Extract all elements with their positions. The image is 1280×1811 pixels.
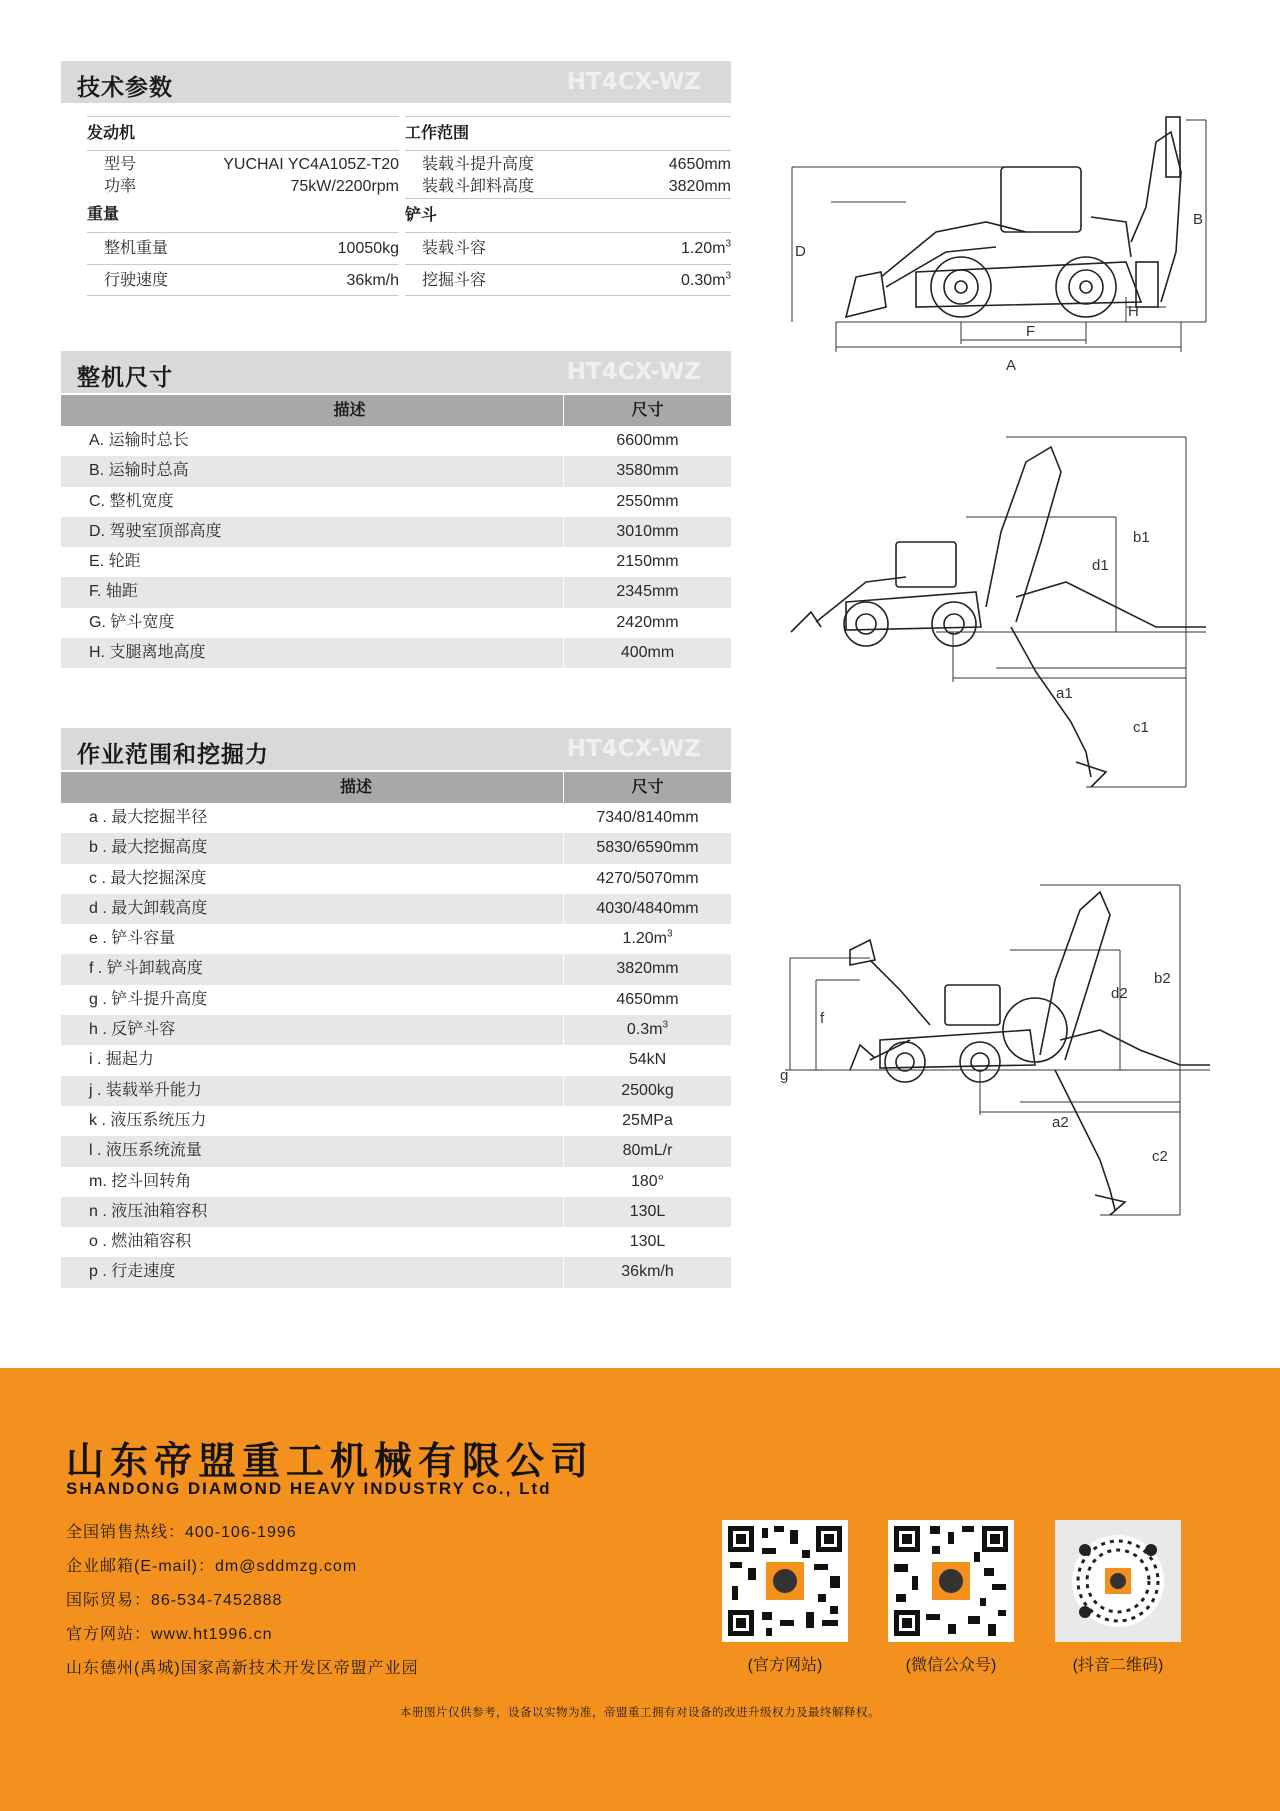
spec-value: 3820mm (668, 178, 731, 195)
diagram-label: B (1193, 211, 1204, 228)
row-value: 130L (629, 1202, 666, 1220)
row-description: g . 铲斗提升高度 (61, 985, 564, 1015)
table-row (61, 1136, 731, 1166)
spec-label: 挖掘斗容 (422, 272, 487, 289)
dims-section-model: HT4CX-WZ (566, 359, 701, 385)
table-row (61, 638, 731, 668)
spec-value: 36km/h (346, 272, 399, 289)
row-description: k . 液压系统压力 (61, 1106, 564, 1136)
spec-label: 整机重量 (104, 240, 169, 257)
contact-trade: 国际贸易：86-534-7452888 (66, 1592, 283, 1609)
table-row (61, 833, 731, 863)
row-description: D. 驾驶室顶部高度 (61, 517, 564, 547)
work-table (61, 772, 731, 1288)
work-table-body (61, 803, 731, 1288)
spec-value: 75kW/2200rpm (290, 178, 399, 195)
table-row (61, 1076, 731, 1106)
spec-label: 功率 (104, 178, 137, 195)
dims-section-header (61, 351, 731, 393)
row-value: 4030/4840mm (596, 899, 699, 917)
table-row (61, 864, 731, 894)
contact-email[interactable]: 企业邮箱(E-mail)：dm@sddmzg.com (66, 1558, 358, 1575)
qr-code-website[interactable] (722, 1520, 848, 1642)
work-section-header (61, 728, 731, 770)
row-description: i . 掘起力 (61, 1045, 564, 1075)
row-description: n . 液压油箱容积 (61, 1197, 564, 1227)
row-description: m. 挖斗回转角 (61, 1167, 564, 1197)
spec-row (87, 232, 399, 264)
row-description: j . 装载举升能力 (61, 1076, 564, 1106)
spec-weight-title: 重量 (87, 206, 120, 223)
company-name-en: SHANDONG DIAMOND HEAVY INDUSTRY Co., Ltd (66, 1479, 552, 1498)
table-row (61, 803, 731, 833)
row-value: $1.20m^3$ (622, 928, 673, 948)
diagram-label: H (1128, 303, 1139, 320)
table-row (61, 894, 731, 924)
diagram-label: c2 (1152, 1148, 1168, 1165)
row-description: l . 液压系统流量 (61, 1136, 564, 1166)
spec-row (87, 150, 399, 175)
row-description: a . 最大挖掘半径 (61, 803, 564, 833)
row-value: 3580mm (616, 462, 679, 480)
work-header-size: 尺寸 (631, 779, 664, 796)
spec-label: 行驶速度 (104, 272, 169, 289)
spec-row (405, 175, 731, 198)
digging-range-diagram-2 (780, 880, 1236, 1220)
row-description: e . 铲斗容量 (61, 924, 564, 954)
table-row (61, 547, 731, 577)
row-value: 3010mm (616, 522, 679, 540)
diagram-label: c1 (1133, 719, 1149, 736)
spec-value: 10050kg (337, 240, 399, 257)
diagram-label: d1 (1092, 557, 1109, 574)
diagram-label: b2 (1154, 970, 1171, 987)
row-value: 5830/6590mm (596, 839, 699, 857)
spec-right-column (405, 116, 731, 296)
company-footer (0, 1368, 1280, 1811)
row-value: 130L (629, 1233, 666, 1251)
row-description: d . 最大卸载高度 (61, 894, 564, 924)
qr-label-douyin: (抖音二维码) (1072, 1657, 1164, 1674)
dims-table-body (61, 426, 731, 668)
row-description: G. 铲斗宽度 (61, 608, 564, 638)
spec-value: YUCHAI YC4A105Z-T20 (223, 156, 399, 173)
row-value: 400mm (620, 644, 675, 662)
dims-table (61, 395, 731, 668)
diagram-label: A (1006, 357, 1017, 372)
work-table-header (61, 772, 731, 803)
spec-row (405, 232, 731, 264)
spec-left-column (87, 116, 399, 296)
row-description: o . 燃油箱容积 (61, 1227, 564, 1257)
row-value: $0.3m^3$ (626, 1019, 669, 1039)
row-value: 36km/h (621, 1263, 674, 1281)
work-section-title: 作业范围和挖掘力 (77, 741, 269, 767)
qr-code-wechat[interactable] (888, 1520, 1014, 1642)
diagram-label: g (780, 1067, 789, 1084)
transport-dimension-diagram (786, 112, 1236, 372)
row-value: 2345mm (616, 583, 679, 601)
diagram-label: b1 (1133, 529, 1150, 546)
row-value: 4270/5070mm (596, 869, 699, 887)
table-row (61, 577, 731, 607)
row-value: 80mL/r (622, 1142, 673, 1160)
work-header-desc: 描述 (61, 772, 564, 803)
row-description: h . 反铲斗容 (61, 1015, 564, 1045)
tech-section-model: HT4CX-WZ (566, 69, 701, 95)
spec-value: $0.30m^3$ (680, 270, 731, 289)
spec-row (87, 175, 399, 198)
table-row (61, 1227, 731, 1257)
diagram-label: a2 (1052, 1114, 1069, 1131)
diagram-label: f (820, 1010, 825, 1027)
spec-value: $1.20m^3$ (680, 238, 731, 257)
table-row (61, 487, 731, 517)
row-value: 2420mm (616, 613, 679, 631)
contact-hotline: 全国销售热线：400-106-1996 (66, 1524, 297, 1541)
digging-range-diagram-1 (786, 432, 1236, 792)
row-value: 6600mm (616, 432, 679, 449)
diagram-label: d2 (1111, 985, 1128, 1002)
table-row (61, 954, 731, 984)
row-value: 2550mm (616, 492, 679, 510)
table-row (61, 1197, 731, 1227)
table-row (61, 1257, 731, 1287)
spec-range-title: 工作范围 (405, 116, 731, 150)
table-row (61, 1167, 731, 1197)
diagram-label: D (795, 243, 806, 260)
spec-label: 装载斗提升高度 (422, 156, 535, 173)
table-row (61, 924, 731, 954)
table-row (61, 426, 731, 456)
work-section-model: HT4CX-WZ (566, 736, 701, 762)
row-value: 54kN (628, 1051, 667, 1069)
dims-header-desc: 描述 (61, 395, 564, 426)
row-description: E. 轮距 (61, 547, 564, 577)
spec-label: 装载斗卸料高度 (422, 178, 535, 195)
spec-row (87, 264, 399, 296)
company-name-cn: 山东帝盟重工机械有限公司 (66, 1441, 595, 1483)
qr-label-wechat: (微信公众号) (905, 1657, 997, 1674)
diagram-label: a1 (1056, 685, 1073, 702)
row-value: 2500kg (621, 1081, 674, 1099)
table-row (61, 985, 731, 1015)
row-value: 4650mm (616, 990, 679, 1008)
diagram-label: F (1026, 323, 1036, 340)
table-row (61, 1015, 731, 1045)
qr-label-website: (官方网站) (747, 1657, 823, 1674)
spec-value: 4650mm (668, 156, 731, 173)
row-description: B. 运输时总高 (61, 456, 564, 486)
row-value: 2150mm (616, 553, 679, 571)
disclaimer: 本册图片仅供参考，设备以实物为准，帝盟重工拥有对设备的改进升级权力及最终解释权。 (400, 1707, 880, 1719)
row-value: 7340/8140mm (596, 809, 699, 826)
row-description: A. 运输时总长 (61, 426, 564, 456)
row-description: f . 铲斗卸载高度 (61, 954, 564, 984)
row-value: 180° (630, 1172, 665, 1190)
qr-code-douyin[interactable] (1055, 1520, 1181, 1642)
row-description: H. 支腿离地高度 (61, 638, 564, 668)
contact-website[interactable]: 官方网站：www.ht1996.cn (66, 1626, 273, 1643)
spec-label: 装载斗容 (422, 240, 487, 257)
tech-section-header (61, 61, 731, 103)
table-row (61, 608, 731, 638)
row-description: c . 最大挖掘深度 (61, 864, 564, 894)
row-description: F. 轴距 (61, 577, 564, 607)
table-row (61, 456, 731, 486)
table-row (61, 1106, 731, 1136)
row-value: 3820mm (616, 960, 679, 978)
dims-table-header (61, 395, 731, 426)
spec-row (405, 264, 731, 296)
table-row (61, 1045, 731, 1075)
dims-section-title: 整机尺寸 (77, 364, 173, 390)
spec-label: 型号 (104, 156, 137, 173)
spec-bucket-title: 铲斗 (405, 198, 731, 232)
contact-address: 山东德州(禹城)国家高新技术开发区帝盟产业园 (66, 1660, 419, 1677)
spec-engine-title: 发动机 (87, 116, 399, 150)
row-description: p . 行走速度 (61, 1257, 564, 1287)
row-description: C. 整机宽度 (61, 487, 564, 517)
row-description: b . 最大挖掘高度 (61, 833, 564, 863)
row-value: 25MPa (622, 1111, 673, 1129)
spec-row (405, 150, 731, 175)
table-row (61, 517, 731, 547)
tech-section-title: 技术参数 (77, 74, 173, 100)
dims-header-size: 尺寸 (631, 402, 664, 419)
